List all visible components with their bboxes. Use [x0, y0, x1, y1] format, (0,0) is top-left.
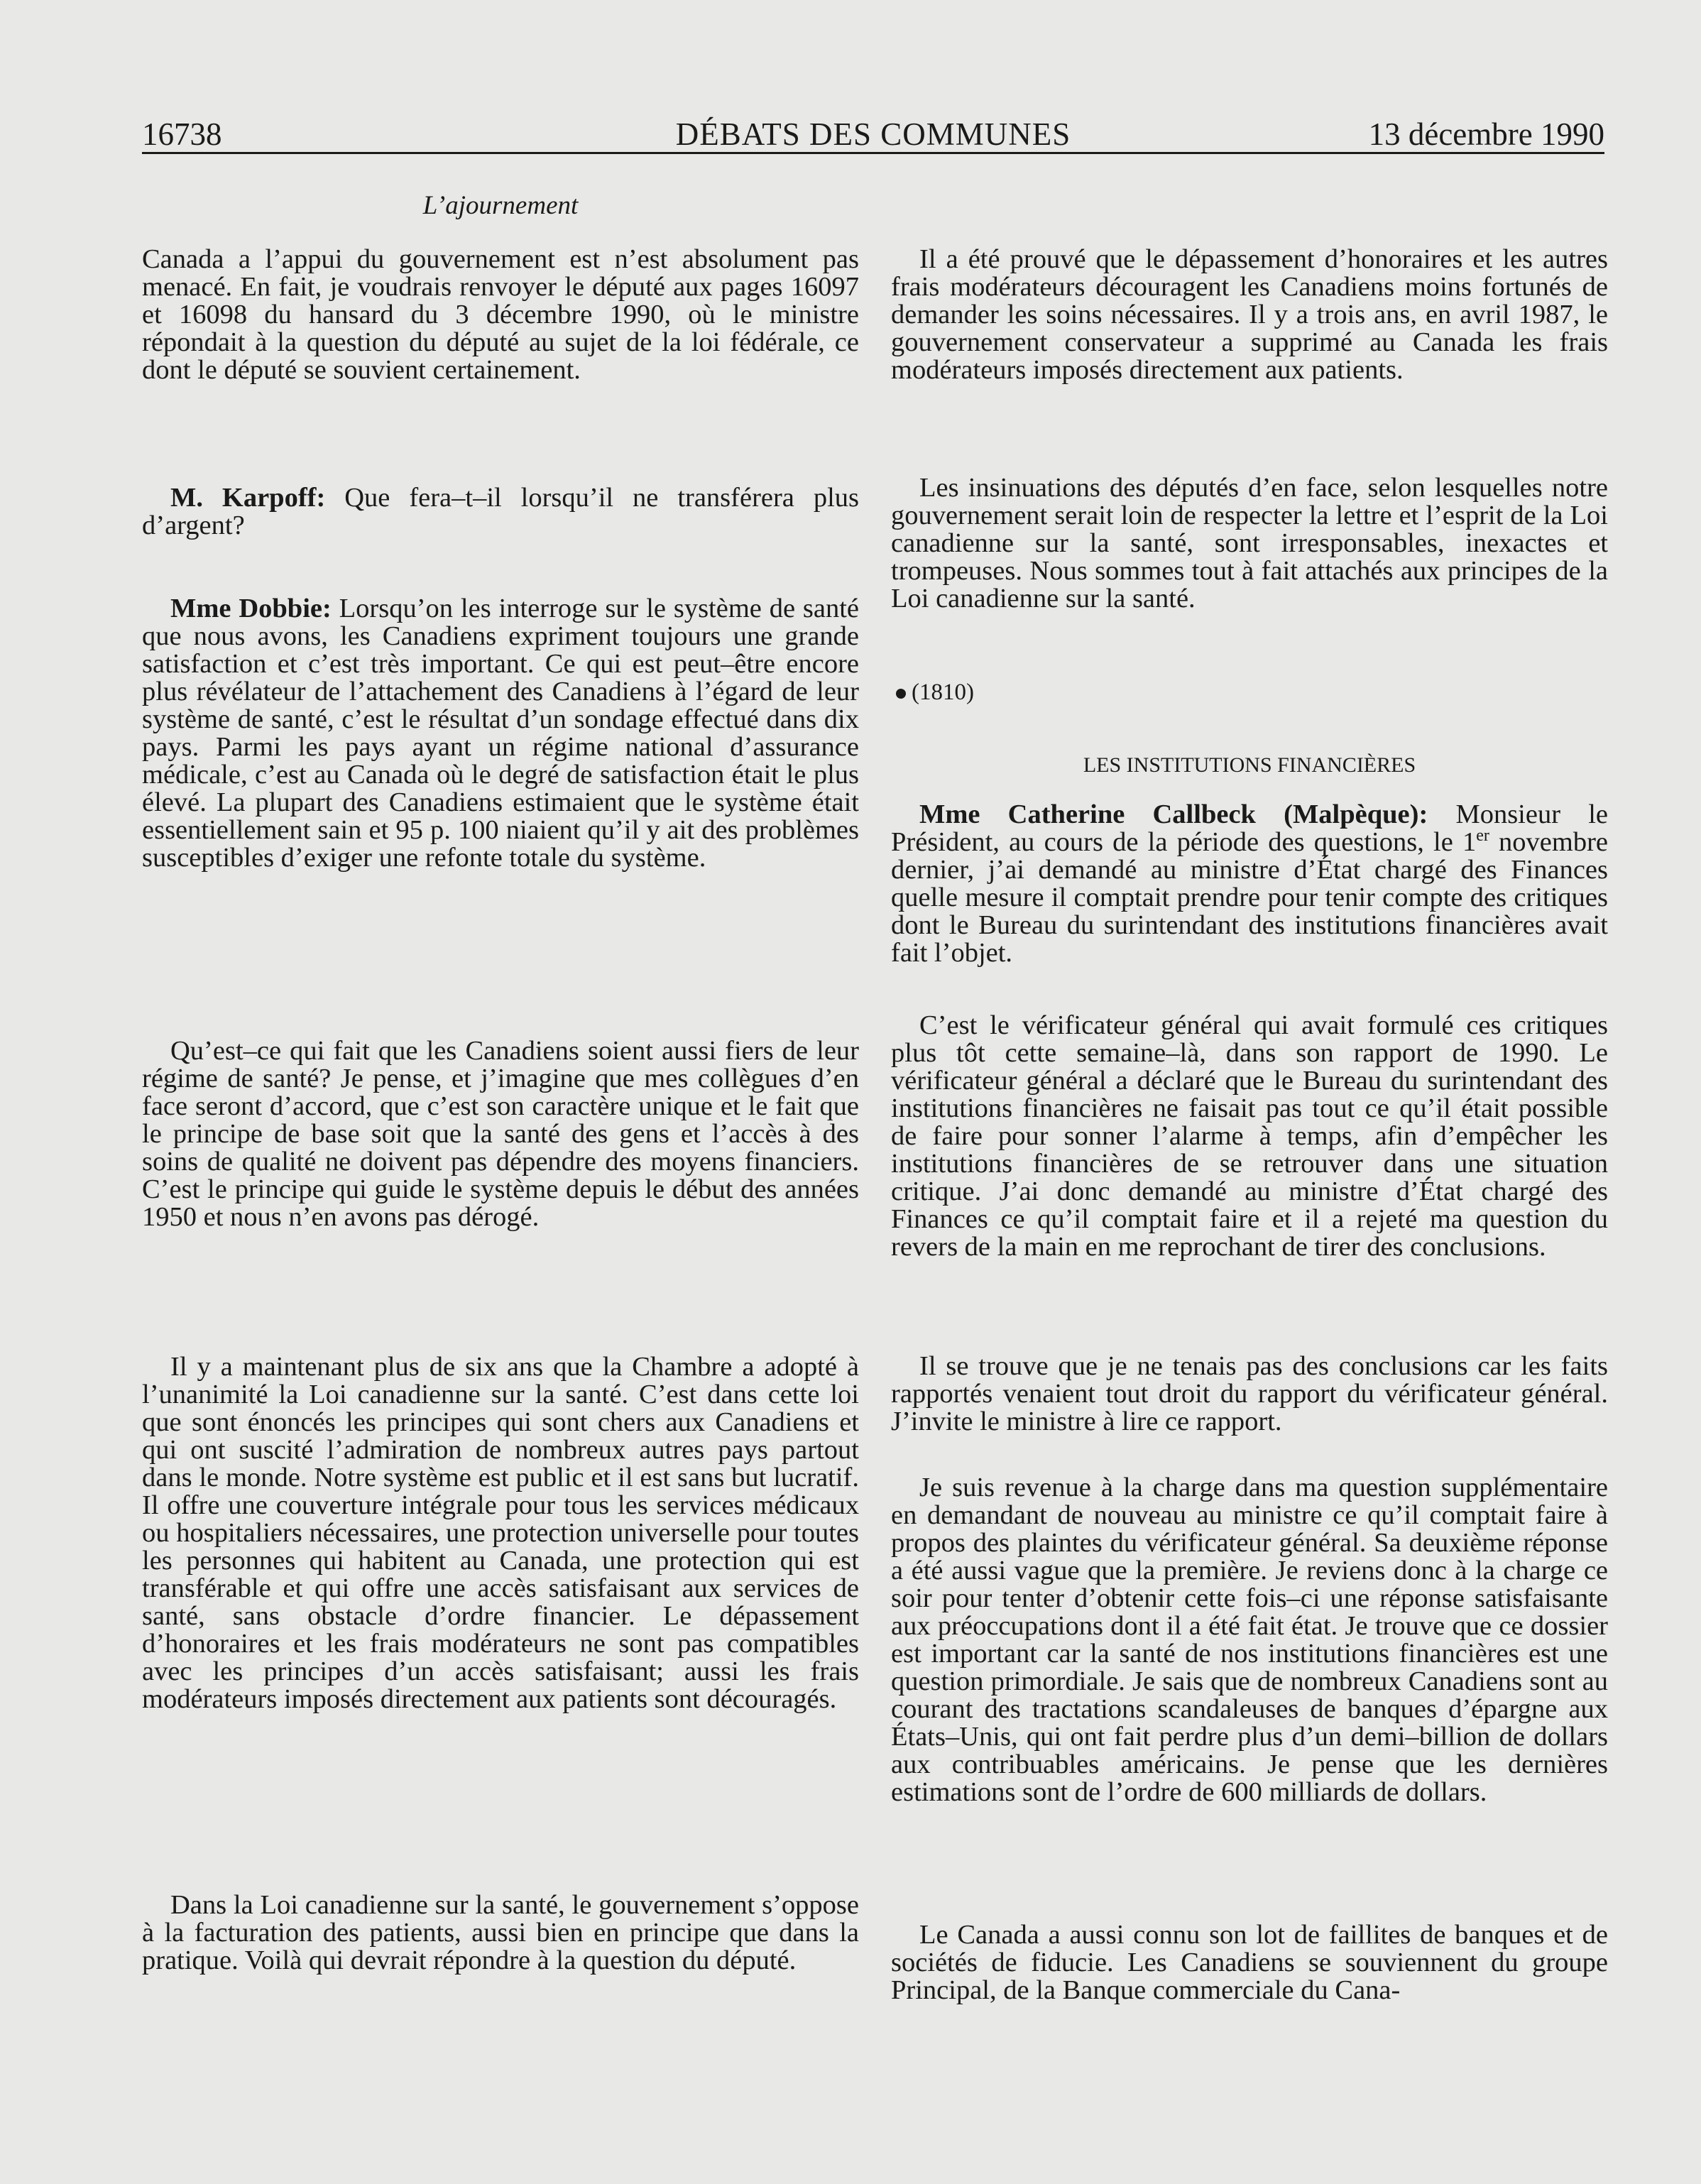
page-number: 16738	[142, 116, 222, 152]
bullet-icon	[896, 689, 906, 699]
left-column-block	[142, 595, 859, 872]
right-column-block	[891, 1012, 1608, 1261]
right-column	[891, 246, 1608, 384]
right-column-block	[891, 1474, 1608, 1806]
section-title: L’ajournement	[422, 191, 579, 220]
paragraph: Le Canada a aussi connu son lot de faillites de banques et de sociétés de fiducie. Les Canadiens se souviennent du groupe Principal, de la Banque commerciale du Cana-	[891, 1920, 1608, 2005]
paragraph: Canada a l’appui du gouvernement est n’est absolument pas menacé. En fait, je voudrais renvoyer le député aux pages 16097 et 16098 du hansard du 3 décembre 1990, où le ministre répondait à la question du député au sujet de la loi fédérale, ce dont le député se souvient certainement.	[142, 244, 859, 385]
speaker-name: Mme Dobbie:	[170, 594, 332, 623]
header-rule	[142, 152, 1604, 154]
paragraph: Les insinuations des députés d’en face, selon lesquelles notre gouvernement serait loin de respecter la lettre et l’esprit de la Loi canadienne sur la santé, sont irresponsables, inexactes et trompeuses. Nous sommes tout à fait attachés aux principes de la Loi canadienne sur la santé.	[891, 473, 1608, 613]
paragraph: Il a été prouvé que le dépassement d’honoraires et les autres frais modérateurs découragent les Canadiens moins fortunés de demander les soins nécessaires. Il y a trois ans, en avril 1987, le gouvernement conservateur a supprimé au Canada les frais modérateurs imposés directement aux patients.	[891, 244, 1608, 385]
right-column-block	[891, 1921, 1608, 2004]
page-header	[142, 115, 1604, 153]
paragraph: Je suis revenue à la charge dans ma question supplémentaire en demandant de nouveau au ministre ce qu’il comptait faire à propos des plaintes du vérificateur général. Sa deuxième réponse a été aussi vague que la première. Je reviens donc à la charge ce soir pour tenter d’obtenir cette fois–ci une réponse satisfaisante aux préoccupations dont il a été fait état. Je trouve que ce dossier est important car la santé de nos institutions financières est une question primordiale. Je sais que de nombreux Canadiens sont au courant des tractations scandaleuses de banques d’épargne aux États–Unis, qui ont fait perdre plus d’un demi–billion de dollars aux contribuables américains. Je pense que les dernières estimations sont de l’ordre de 600 milliards de dollars.	[891, 1473, 1608, 1807]
subheading: LES INSTITUTIONS FINANCIÈRES	[1083, 753, 1416, 777]
right-column-block	[891, 1353, 1608, 1436]
right-column-block	[891, 801, 1608, 967]
header-date: 13 décembre 1990	[1368, 116, 1604, 152]
right-column-block	[891, 474, 1608, 613]
speaker-name: M. Karpoff:	[170, 483, 326, 513]
left-column-block	[142, 1891, 859, 1975]
paragraph: M. Karpoff: Que fera–t–il lorsqu’il ne transférera plus d’argent?	[142, 483, 859, 540]
speaker-name: Mme Catherine Callbeck (Malpèque):	[919, 799, 1428, 829]
left-column-block	[142, 1037, 859, 1231]
paragraph: C’est le vérificateur général qui avait formulé ces critiques plus tôt cette semaine–là, dans son rapport de 1990. Le vérificateur général a déclaré que le Bureau du surintendant des institutions financières ne faisait pas tout ce qu’il était possible de faire pour sonner l’alarme à temps, afin d’empêcher les institutions financières de se retrouver dans une situation critique. J’ai donc demandé au ministre d’État chargé des Finances ce qu’il comptait faire et il a rejeté ma question du revers de la main en me reprochant de tirer des conclusions.	[891, 1010, 1608, 1262]
left-column-block	[142, 1353, 859, 1713]
paragraph: Dans la Loi canadienne sur la santé, le gouvernement s’oppose à la facturation des patients, aussi bien en principe que dans la pratique. Voilà qui devrait répondre à la question du député.	[142, 1890, 859, 1975]
paragraph: Mme Dobbie: Lorsqu’on les interroge sur le système de santé que nous avons, les Canadiens expriment toujours une grande satisfaction et c’est très important. Ce qui est peut–être encore plus révélateur de l’attachement des Canadiens à l’égard de leur système de santé, c’est le résultat d’un sondage effectué dans dix pays. Parmi les pays ayant un régime national d’assurance médicale, c’est au Canada où le degré de satisfaction était le plus élevé. La plupart des Canadiens estimaient que le système était essentiellement sain et 95 p. 100 niaient qu’il y ait des problèmes susceptibles d’exiger une refonte totale du système.	[142, 594, 860, 873]
publication-title: DÉBATS DES COMMUNES	[675, 116, 1071, 152]
paragraph: Il y a maintenant plus de six ans que la Chambre a adopté à l’unanimité la Loi canadienne sur la santé. C’est dans cette loi que sont énoncés les principes qui sont chers aux Canadiens et qui ont suscité l’admiration de nombreux autres pays partout dans le monde. Notre système est public et il est sans but lucratif. Il offre une couverture intégrale pour tous les services médicaux ou hospitaliers nécessaires, une protection universelle pour toutes les personnes qui habitent au Canada, une protection qui est transférable et qui offre une accès satisfaisant aux services de santé, sans obstacle d’ordre financier. Le dépassement d’honoraires et les frais modérateurs ne sont pas compatibles avec les principes d’un accès satisfaisant; aussi les frais modérateurs imposés directement aux patients sont découragés.	[142, 1352, 859, 1714]
paragraph: Il se trouve que je ne tenais pas des conclusions car les faits rapportés venaient tout droit du rapport du vérificateur général. J’invite le ministre à lire ce rapport.	[891, 1351, 1608, 1436]
time-marker: (1810)	[896, 678, 974, 706]
left-column	[142, 246, 859, 384]
paragraph: Mme Catherine Callbeck (Malpèque): Monsieur le Président, au cours de la période des questions, le 1er novembre dernier, j’ai demandé au ministre d’État chargé des Finances quelle mesure il comptait prendre pour tenir compte des critiques dont le Bureau du surintendant des institutions financières avait fait l’objet.	[891, 799, 1609, 968]
paragraph: Qu’est–ce qui fait que les Canadiens soient aussi fiers de leur régime de santé? Je pense, et j’imagine que mes collègues d’en face seront d’accord, que c’est son caractère unique et le fait que le principe de base soit que la santé des gens et l’accès à des soins de qualité ne doivent pas dépendre des moyens financiers. C’est le principe qui guide le système depuis le début des années 1950 et nous n’en avons pas dérogé.	[142, 1036, 859, 1232]
left-column-block	[142, 484, 859, 540]
